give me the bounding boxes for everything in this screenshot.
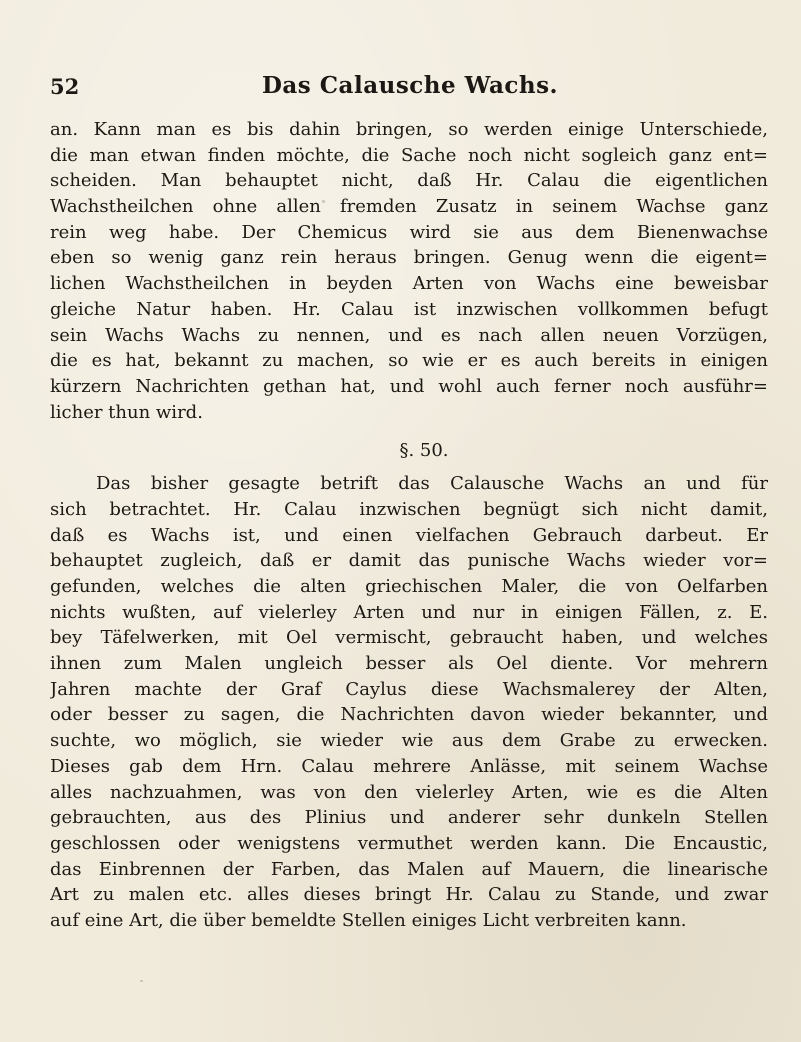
section-heading: §. 50.	[399, 440, 449, 462]
page-header	[50, 74, 770, 114]
text-line: nichts wußten, auf vielerley Arten und nur in einigen Fällen, z. E.	[50, 601, 768, 623]
text-line: alles nachzuahmen, was von den vielerley Arten, wie es die Alten	[50, 781, 768, 803]
text-line: bey Täfelwerken, mit Oel vermischt, gebraucht haben, und welches	[50, 627, 768, 649]
text-line: das Einbrennen der Farben, das Malen auf Mauern, die linearische	[50, 858, 768, 880]
text-line: licher thun wird.	[50, 401, 203, 423]
text-line: kürzern Nachrichten gethan hat, und wohl auch ferner noch ausführ=	[50, 375, 768, 397]
text-line: rein weg habe. Der Chemicus wird sie aus dem Bienenwachse	[50, 221, 768, 243]
text-line: gefunden, welches die alten griechischen Maler, die von Oelfarben	[50, 576, 768, 597]
text-line: geschlossen oder wenigstens vermuthet werden kann. Die Encaustic,	[50, 832, 768, 854]
text-line: daß es Wachs ist, und einen vielfachen Gebrauch darbeut. Er	[50, 524, 768, 546]
text-line: die es hat, bekannt zu machen, so wie er es auch bereits in einigen	[50, 350, 768, 372]
body-text	[50, 117, 768, 934]
paper-speck	[140, 980, 143, 982]
running-title: Das Calausche Wachs.	[261, 72, 559, 99]
text-line: Das bisher gesagte betrift das Calausche Wachs an und für	[96, 473, 768, 495]
text-line: suchte, wo möglich, sie wieder wie aus dem Grabe zu erwecken.	[50, 730, 768, 752]
page-number: 52	[50, 74, 80, 99]
text-line: Dieses gab dem Hrn. Calau mehrere Anlässe, mit seinem Wachse	[50, 755, 768, 777]
text-line: behauptet zugleich, daß er damit das punische Wachs wieder vor=	[50, 550, 768, 572]
text-line: lichen Wachstheilchen in beyden Arten von Wachs eine beweisbar	[50, 273, 768, 295]
text-line: Wachstheilchen ohne allen fremden Zusatz in seinem Wachse ganz	[50, 196, 768, 218]
text-line: sein Wachs Wachs zu nennen, und es nach allen neuen Vorzügen,	[50, 324, 768, 346]
text-line: sich betrachtet. Hr. Calau inzwischen begnügt sich nicht damit,	[50, 498, 768, 520]
text-line: ihnen zum Malen ungleich besser als Oel diente. Vor mehrern	[50, 653, 768, 675]
text-line: auf eine Art, die über bemeldte Stellen einiges Licht verbreiten kann.	[50, 909, 687, 931]
text-line: eben so wenig ganz rein heraus bringen. Genug wenn die eigent=	[50, 247, 768, 269]
text-line: Art zu malen etc. alles dieses bringt Hr. Calau zu Stande, und zwar	[50, 884, 768, 906]
text-line: oder besser zu sagen, die Nachrichten davon wieder bekannter, und	[50, 704, 768, 726]
text-line: Jahren machte der Graf Caylus diese Wachsmalerey der Alten,	[50, 678, 768, 700]
text-line: scheiden. Man behauptet nicht, daß Hr. Calau die eigentlichen	[50, 170, 768, 192]
text-line: gebrauchten, aus des Plinius und anderer sehr dunkeln Stellen	[50, 807, 768, 829]
text-line: an. Kann man es bis dahin bringen, so werden einige Unterschiede,	[50, 119, 768, 140]
text-line: die man etwan finden möchte, die Sache noch nicht sogleich ganz ent=	[50, 144, 768, 166]
text-line: gleiche Natur haben. Hr. Calau ist inzwischen vollkommen befugt	[50, 298, 768, 320]
